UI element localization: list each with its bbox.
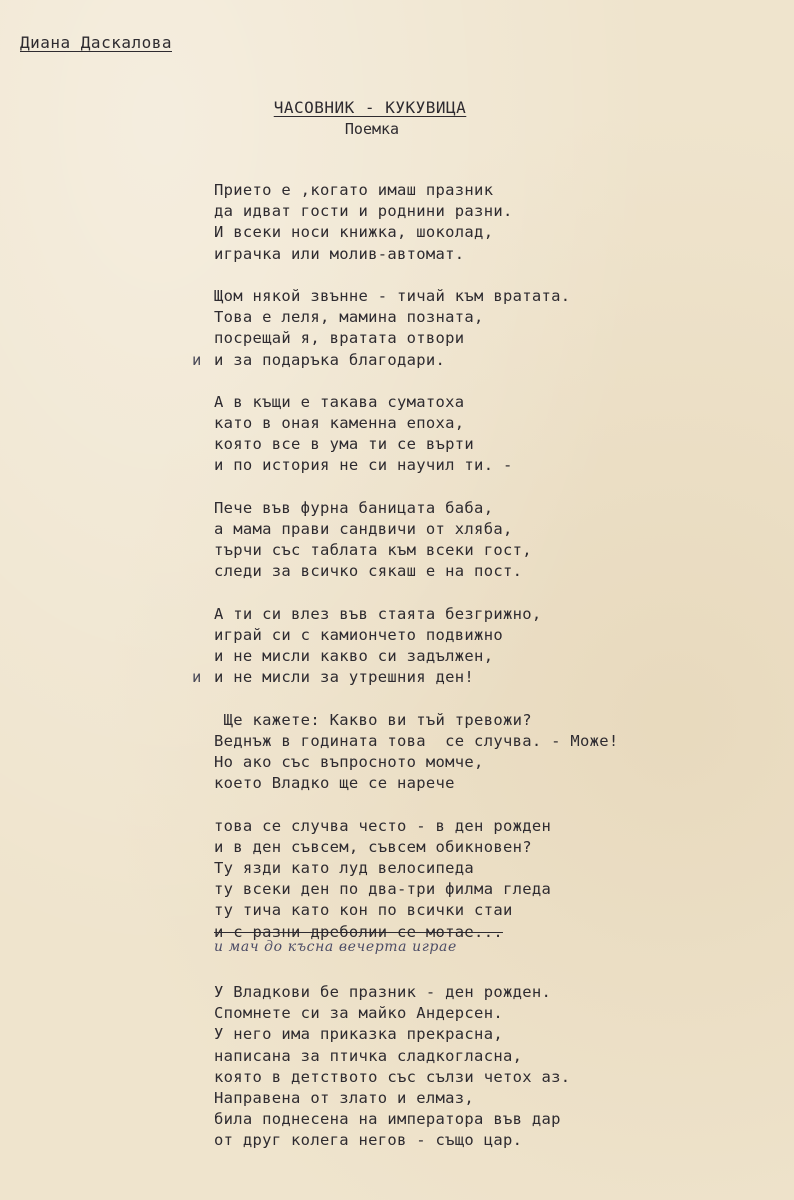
poem-line: търчи със таблата към всеки гост,: [214, 541, 532, 560]
poem-line: ту тича като кон по всички стаи: [214, 901, 513, 920]
poem-line: А в къщи е такава суматоха: [214, 392, 465, 411]
poem-line: била поднесена на императора във дар: [214, 1110, 561, 1129]
poem-line: Щом някой звънне - тичай към вратата.: [214, 286, 571, 305]
poem-line: и за подаръка благодари.: [214, 350, 446, 369]
poem-line: която все в ума ти се върти: [214, 435, 475, 454]
poem-line: която в детството със сълзи четох аз.: [214, 1067, 571, 1086]
poem-line: Прието е ,когато имаш празник: [214, 181, 494, 199]
poem-line: Това е леля, мамина позната,: [214, 308, 484, 327]
stanza: [214, 982, 784, 1152]
poem-line: от друг колега негов - също цар.: [214, 1131, 523, 1150]
stanza: [214, 816, 784, 961]
poem-subtitle: Поемка: [344, 120, 400, 138]
poem-line: И всеки носи книжка, шоколад,: [214, 223, 494, 242]
poem-line: и не мисли за утрешния ден!: [214, 668, 475, 687]
poem-line: което Владко ще се нарече: [214, 774, 455, 793]
poem-line: Веднъж в годината това се случва. - Може!: [214, 731, 619, 750]
poem-line: и по история не си научил ти. -: [214, 456, 513, 475]
poem-line: като в оная каменна епоха,: [214, 414, 465, 433]
poem-line: написана за птичка сладкогласна,: [214, 1046, 523, 1065]
poem-line: Но ако със въпросното момче,: [214, 753, 484, 772]
author-name: Диана Даскалова: [20, 33, 172, 52]
poem-line: Ту язди като луд велосипеда: [214, 859, 475, 877]
poem-line: Ще кажете: Какво ви тъй тревожи?: [214, 710, 532, 729]
stanza: [192, 604, 784, 689]
stanza: [214, 498, 784, 583]
poem-line: следи за всичко сякаш е на пост.: [214, 562, 523, 581]
poem-line: У Владкови бе празник - ден рожден.: [214, 982, 552, 1001]
stanza: [214, 392, 784, 477]
poem-line: а мама прави сандвичи от хляба,: [214, 520, 513, 538]
poem-line: А ти си влез във стаята безгрижно,: [214, 604, 542, 623]
poem-line: У него има приказка прекрасна,: [214, 1025, 503, 1044]
poem-line: Пече във фурна баницата баба,: [214, 498, 494, 517]
stanza: [214, 180, 784, 265]
poem-line: това се случва често - в ден рожден: [214, 816, 552, 835]
poem-line: ту всеки ден по два-три филма гледа: [214, 880, 552, 899]
poem-line: Спомнете си за майко Андерсен.: [214, 1004, 503, 1023]
stanza: [214, 710, 784, 795]
margin-mark: и: [192, 350, 202, 369]
handwritten-correction: и мач до късна вечерта играе: [214, 938, 457, 955]
poem-line: играй си с камиончето подвижно: [214, 625, 503, 644]
poem-line: да идват гости и роднини разни.: [214, 202, 513, 221]
margin-mark: и: [192, 668, 202, 687]
poem-line: играчка или молив-автомат.: [214, 244, 465, 263]
poem-line: и в ден съвсем, съвсем обикновен?: [214, 837, 532, 856]
poem-body: [192, 180, 784, 1173]
poem-line: Направена от злато и елмаз,: [214, 1088, 475, 1107]
struck-poem-line: и с разни дреболии се мотае...: [214, 922, 503, 941]
stanza: [192, 286, 784, 371]
poem-title: ЧАСОВНИК - КУКУВИЦА: [273, 98, 467, 117]
poem-line: и не мисли какво си задължен,: [214, 647, 494, 666]
poem-line: посрещай я, вратата отвори: [214, 329, 465, 348]
